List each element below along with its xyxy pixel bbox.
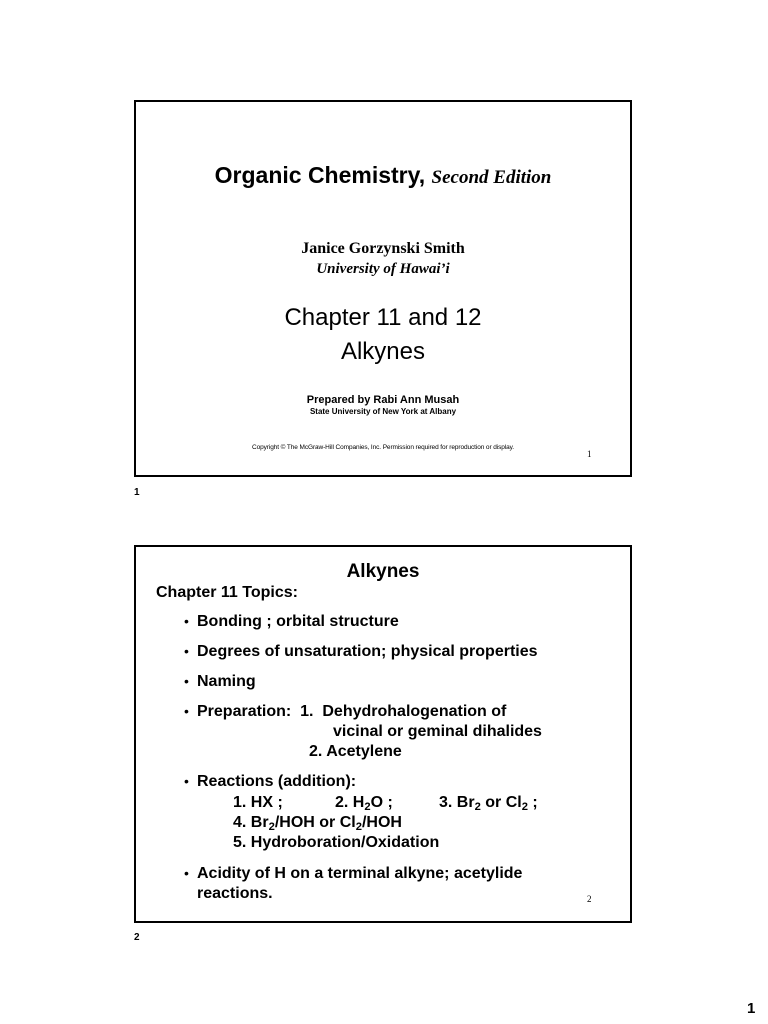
chapter-heading: Chapter 11 and 12 [284,304,482,331]
reaction-halohydrin: 4. $Br_2$/HOH or $Cl_2$/HOH [233,814,402,833]
slide-subtitle: Chapter 11 Topics: [156,584,298,601]
topic-acidity: Acidity of H on a terminal alkyne; acetylide [197,865,523,882]
chapter-topic: Alkynes [340,338,426,365]
slide-label-1: 1 [134,487,140,498]
bullet-marker: • [184,613,189,629]
book-title-main: Organic Chemistry, [214,162,426,188]
bullet-marker: • [184,703,189,719]
topic-unsaturation: Degrees of unsaturation; physical properties [197,643,538,660]
reaction-br2-cl2: 3. $Br_2$ or $Cl_2$ ; [439,794,538,813]
prepared-by: Prepared by Rabi Ann Musah [306,394,460,406]
author-name: Janice Gorzynski Smith [301,240,465,257]
topic-naming: Naming [197,673,256,690]
bullet-marker: • [184,865,189,881]
topic-preparation-line3: 2. Acetylene [309,743,402,760]
slide-label-2: 2 [134,932,140,943]
preparer-institution: State University of New York at Albany [309,407,457,416]
reaction-h2o: 2. $H_2O$ ; [335,794,393,813]
author-university: University of Hawai’i [316,261,450,277]
topic-reactions: Reactions (addition): [197,773,357,790]
slide-2 [134,545,632,923]
book-title [136,162,630,189]
topic-bonding: Bonding ; orbital structure [197,613,399,630]
topic-preparation-line2: vicinal or geminal dihalides [333,723,542,740]
page-number: 1 [747,1000,756,1017]
book-edition: Second Edition [431,167,552,188]
topic-preparation: Preparation: 1. Dehydrohalogenation of [197,703,507,720]
bullet-marker: • [184,773,189,789]
bullet-marker: • [184,643,189,659]
slide-1 [134,100,632,477]
reaction-hx: 1. HX ; [233,794,283,811]
topic-acidity-line2: reactions. [197,885,273,902]
slide-title: Alkynes [346,561,420,582]
copyright-notice: Copyright © The McGraw-Hill Companies, Inc. Permission required for reproduction or display. [252,444,514,451]
slide-number: 1 [587,449,592,459]
bullet-marker: • [184,673,189,689]
reaction-hydroboration: 5. Hydroboration/Oxidation [233,834,440,851]
slide-number: 2 [587,894,592,904]
